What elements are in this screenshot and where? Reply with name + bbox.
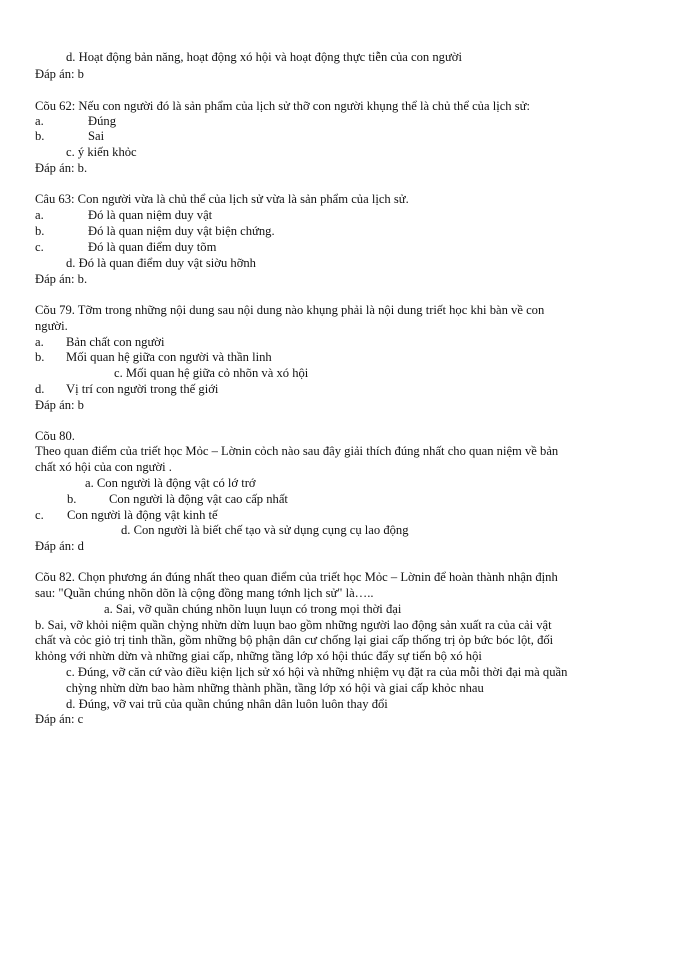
q79-answer: Đáp án: b: [35, 398, 84, 412]
q80-c-label: c.: [35, 508, 44, 522]
q80-c-text: Con người là động vật kinh tế: [67, 508, 218, 522]
q80-option-c: [35, 508, 218, 524]
q63-b-label: b.: [35, 224, 45, 238]
q80-number: Cõu 80.: [35, 429, 75, 443]
q63-a-label: a.: [35, 208, 44, 222]
q62-b-label: b.: [35, 129, 45, 143]
q82-option-b-line2: chất và cỏc giỏ trị tinh thần, gồm những bộ phận dân cư chống lại giai cấp thống trị ỏp bức bóc lột, đối: [35, 633, 554, 647]
q80-answer: Đáp án: d: [35, 539, 84, 553]
q79-option-a: [35, 335, 164, 351]
q79-b-text: Mối quan hệ giữa con người và thần linh: [66, 350, 272, 364]
q79-d-text: Vị trí con người trong thế giới: [66, 382, 219, 396]
q82-option-a: a. Sai, vỡ quần chúng nhõn luụn luụn có trong mọi thời đại: [104, 602, 402, 616]
q82-option-b-line1: b. Sai, vỡ khỏi niệm quần chỳng nhừn dừn luụn bao gồm những người lao động sản xuất ra của cải vật: [35, 618, 552, 632]
q62-a-label: a.: [35, 114, 44, 128]
q82-option-d: d. Đúng, vỡ vai trũ của quần chúng nhân dân luôn luôn thay đổi: [66, 697, 388, 711]
q63-stem: Câu 63: Con người vừa là chủ thể của lịch sử vừa là sản phẩm của lịch sử.: [35, 192, 409, 206]
q62-a-text: Đúng: [88, 114, 116, 128]
prev-option-d: d. Hoạt động bản năng, hoạt động xó hội và hoạt động thực tiễn của con người: [66, 50, 462, 64]
q63-b-text: Đó là quan niệm duy vật biện chứng.: [88, 224, 275, 238]
q79-d-label: d.: [35, 382, 45, 396]
q63-option-c: [35, 240, 216, 256]
q80-option-d: d. Con người là biết chế tạo và sử dụng cụng cụ lao động: [121, 523, 409, 537]
q79-stem-line1: Cõu 79. Tỡm trong những nội dung sau nội dung nào khụng phải là nội dung triết học khi bàn về con: [35, 303, 545, 317]
q79-option-d: [35, 382, 218, 398]
q62-answer: Đáp án: b.: [35, 161, 88, 175]
q82-answer: Đáp án: c: [35, 712, 84, 726]
q63-answer: Đáp án: b.: [35, 272, 88, 286]
q82-stem-line2: sau: "Quần chúng nhõn dõn là cộng đồng mang tớnh lịch sử" là…..: [35, 586, 374, 600]
q62-stem: Cõu 62: Nếu con người đó là sản phẩm của lịch sử thỡ con người khụng thể là chủ thể của lịch sử:: [35, 99, 530, 113]
q82-stem-line1: Cõu 82. Chọn phương án đúng nhất theo quan điểm của triết học Mỏc – Lờnin để hoàn thành nhận định: [35, 570, 558, 584]
q79-stem-line2: người.: [35, 319, 68, 333]
q79-a-label: a.: [35, 335, 44, 349]
q80-option-b: [67, 492, 288, 508]
q63-option-d: d. Đó là quan điểm duy vật siờu hỡnh: [66, 256, 256, 270]
q80-stem-line1: Theo quan điểm của triết học Mỏc – Lờnin cỏch nào sau đây giải thích đúng nhất cho quan niệm về bản: [35, 444, 559, 458]
q63-option-b: [35, 224, 275, 240]
q79-option-b: [35, 350, 272, 366]
q80-b-label: b.: [67, 492, 77, 506]
q63-a-text: Đó là quan niệm duy vật: [88, 208, 213, 222]
q82-option-c-line1: c. Đúng, vỡ căn cứ vào điều kiện lịch sử xó hội và những nhiệm vụ đặt ra của mỗi thời đại mà quần: [66, 665, 568, 679]
q62-option-c: c. ý kiến khỏc: [66, 145, 137, 159]
prev-answer: Đáp án: b: [35, 67, 84, 81]
q62-option-b: [35, 129, 104, 145]
q79-b-label: b.: [35, 350, 45, 364]
q63-c-text: Đó là quan điểm duy tõm: [88, 240, 217, 254]
q63-option-a: [35, 208, 212, 224]
q82-option-c-line2: chỳng nhừn dừn bao hàm những thành phần, tầng lớp xó hội và giai cấp khỏc nhau: [66, 681, 484, 695]
q62-b-text: Sai: [88, 129, 105, 143]
q80-stem-line2: chất xó hội của con người .: [35, 460, 172, 474]
q63-c-label: c.: [35, 240, 44, 254]
q80-b-text: Con người là động vật cao cấp nhất: [109, 492, 288, 506]
q82-option-b-line3: khỏng với nhừn dừn và những giai cấp, những tầng lớp xó hội thúc đẩy sự tiến bộ xó hội: [35, 649, 482, 663]
q79-a-text: Bản chất con người: [66, 335, 165, 349]
q80-option-a: a. Con người là động vật có lớ trớ: [85, 476, 256, 490]
q62-option-a: [35, 114, 116, 130]
q79-option-c: c. Mối quan hệ giữa cỏ nhõn và xó hội: [114, 366, 309, 380]
